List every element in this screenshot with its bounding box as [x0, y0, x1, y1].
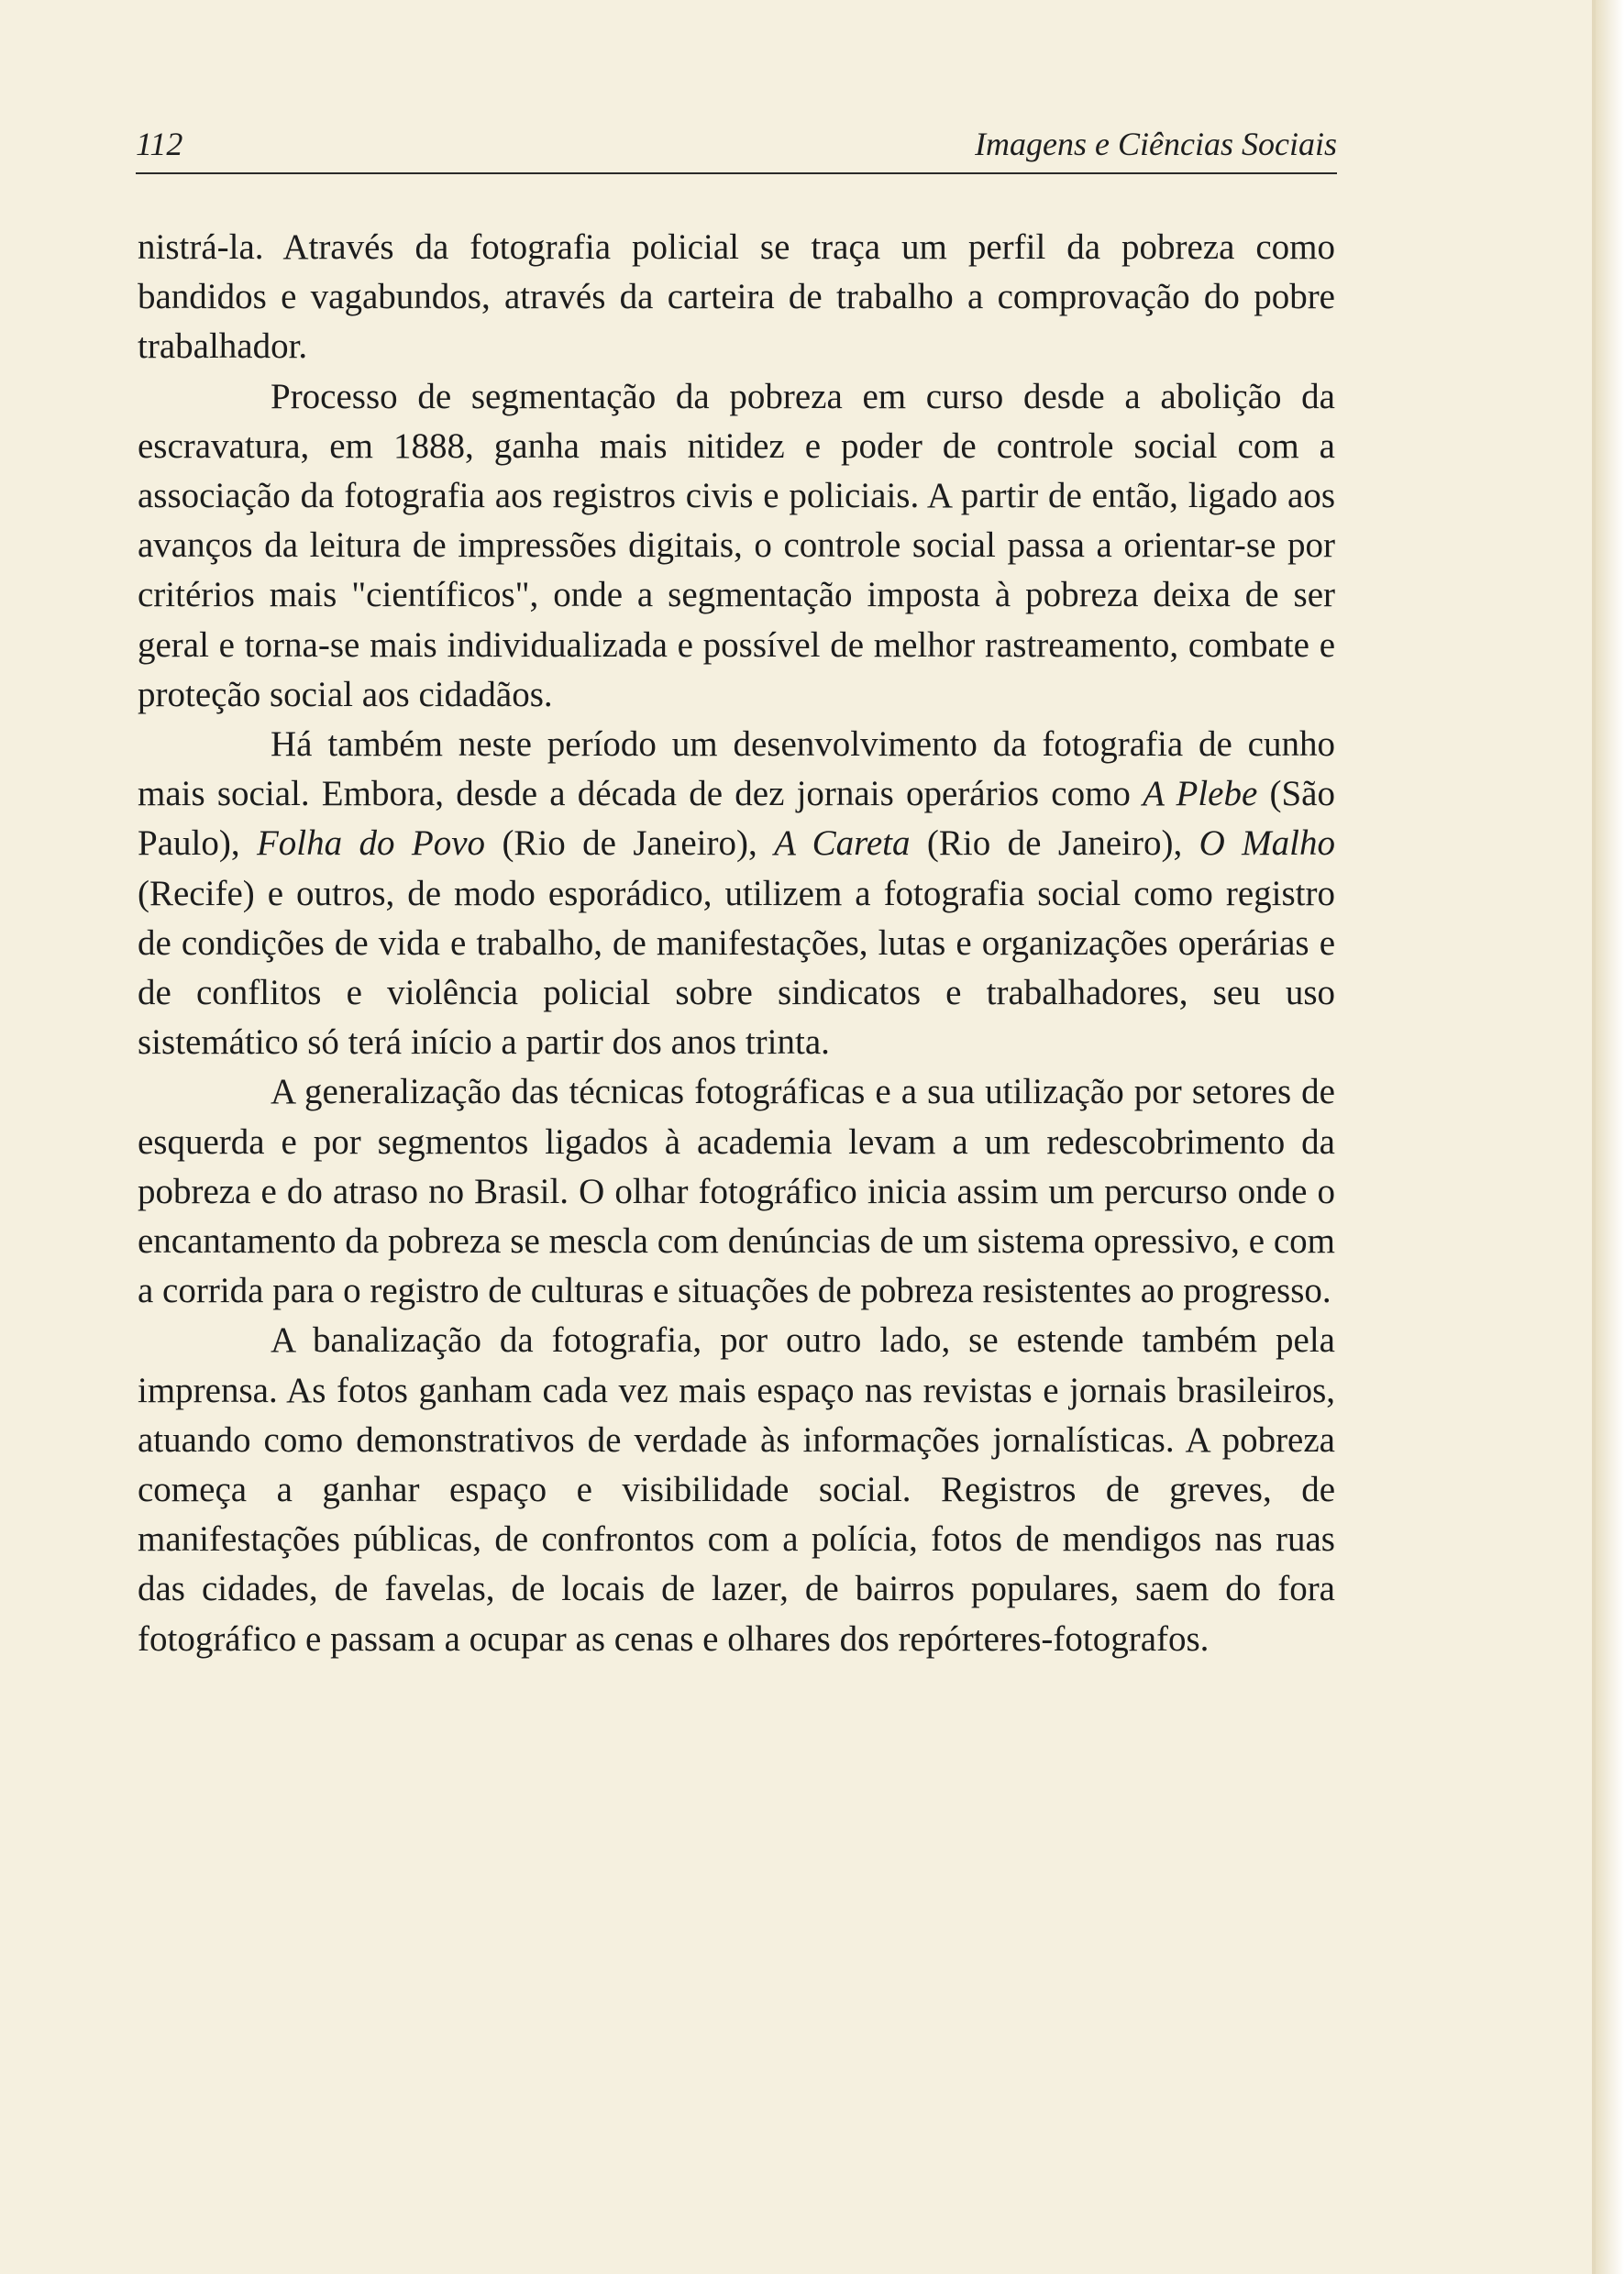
paragraph-2: Processo de segmentação da pobreza em curso desde a abolição da escravatura, em 1888, ganha mais nitidez e poder de controle social com a associação da fotografia aos registros civis e policiais. A partir de então, ligado aos avanços da leitura de impressões digitais, o controle social passa a orientar-se por critérios mais "científicos", onde a segmentação imposta à pobreza deixa de ser geral e torna-se mais individualizada e possível de melhor rastreamento, combate e proteção social aos cidadãos.: [138, 376, 1335, 714]
paragraph-3-text-1: Há também neste período um desenvolvimento da fotografia de cunho mais social. Embora, desde a década de dez jornais operários como: [138, 724, 1335, 814]
paragraph-4: A generalização das técnicas fotográficas e a sua utilização por setores de esquerda e por segmentos ligados à academia levam a um redescobrimento da pobreza e do atraso no Brasil. O olhar fotográfico inicia assim um percurso onde o encantamento da pobreza se mescla com denúncias de um sistema opressivo, e com a corrida para o registro de culturas e situações de pobreza resistentes ao progresso.: [138, 1072, 1335, 1311]
paragraph-3-text-2: (São Paulo),: [138, 774, 1335, 864]
paragraph-3-text-4: (Rio de Janeiro),: [910, 823, 1199, 864]
paragraph-3: [138, 720, 1335, 1067]
paragraph-1: nistrá-la. Através da fotografia policial se traça um perfil da pobreza como bandidos e vagabundos, através da carteira de trabalho a comprovação do pobre trabalhador.: [138, 227, 1335, 367]
page-number: 112: [136, 126, 183, 162]
paragraph-3-text-3: (Rio de Janeiro),: [485, 823, 775, 864]
newspaper-title-o-malho: O Malho: [1199, 823, 1335, 864]
newspaper-title-folha-do-povo: Folha do Povo: [256, 823, 486, 864]
body-text: [138, 223, 1335, 1664]
newspaper-title-a-careta: A Careta: [774, 823, 911, 864]
page-header: [136, 123, 1337, 174]
running-title: Imagens e Ciências Sociais: [975, 126, 1337, 162]
paragraph-3-text-5: (Recife) e outros, de modo esporádico, utilizem a fotografia social como registro de condições de vida e trabalho, de manifestações, lutas e organizações operárias e de conflitos e violência policial sobre sindicatos e trabalhadores, seu uso sistemático só terá início a partir dos anos trinta.: [138, 873, 1335, 1063]
page-edge: [1596, 0, 1624, 2274]
newspaper-title-a-plebe: A Plebe: [1143, 774, 1258, 814]
paragraph-5: A banalização da fotografia, por outro lado, se estende também pela imprensa. As fotos ganham cada vez mais espaço nas revistas e jornais brasileiros, atuando como demonstrativos de verdade às informações jornalísticas. A pobreza começa a ganhar espaço e visibilidade social. Registros de greves, de manifestações públicas, de confrontos com a polícia, fotos de mendigos nas ruas das cidades, de favelas, de locais de lazer, de bairros populares, saem do fora fotográfico e passam a ocupar as cenas e olhares dos repórteres-fotografos.: [138, 1320, 1335, 1659]
